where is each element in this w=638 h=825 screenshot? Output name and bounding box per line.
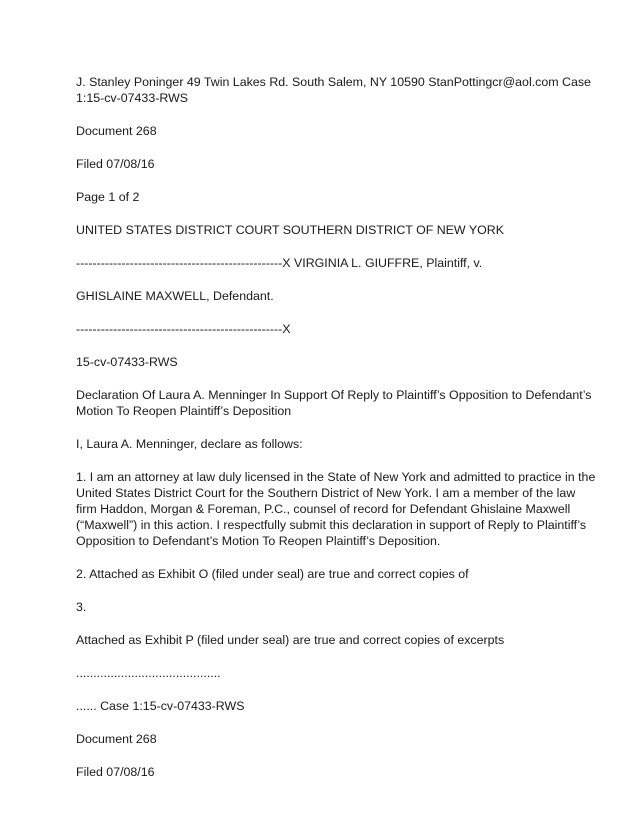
paragraph-line: firm Haddon, Morgan & Foreman, P.C., counsel of record for Defendant Ghislaine Maxwell — [76, 502, 571, 516]
paragraph-1 — [76, 469, 596, 549]
case-number: 15-cv-07433-RWS — [76, 355, 178, 369]
header-line: J. Stanley Poninger 49 Twin Lakes Rd. South Salem, NY 10590 StanPottingcr@aol.com Case — [76, 75, 591, 89]
header-line: 1:15-cv-07433-RWS — [76, 91, 189, 105]
document-number: Document 268 — [76, 124, 157, 138]
filed-date: Filed 07/08/16 — [76, 157, 155, 171]
filed-date-repeat: Filed 07/08/16 — [76, 765, 155, 779]
continued-case-line: ...... Case 1:15-cv-07433-RWS — [76, 699, 245, 713]
paragraph-3-text: Attached as Exhibit P (filed under seal) are true and correct copies of excerpts — [76, 633, 505, 647]
paragraph-line: Opposition to Defendant’s Motion To Reopen Plaintiff’s Deposition. — [76, 534, 441, 548]
title-line: Motion To Reopen Plaintiff’s Deposition — [76, 404, 292, 418]
paragraph-line: United States District Court for the Southern District of New York. I am a member of the law — [76, 486, 576, 500]
title-line: Declaration Of Laura A. Menninger In Support Of Reply to Plaintiff’s Opposition to Defendant’s — [76, 388, 592, 402]
page-number: Page 1 of 2 — [76, 190, 140, 204]
paragraph-3-number: 3. — [76, 600, 87, 614]
document-title — [76, 387, 592, 419]
document-number-repeat: Document 268 — [76, 732, 157, 746]
paragraph-line: 1. I am an attorney at law duly licensed in the State of New York and admitted to practice in the — [76, 470, 596, 484]
court-name: UNITED STATES DISTRICT COURT SOUTHERN DISTRICT OF NEW YORK — [76, 223, 504, 237]
paragraph-line: (“Maxwell”) in this action. I respectfully submit this declaration in support of Reply to Plaintiff’s — [76, 518, 587, 532]
header-block — [76, 74, 591, 106]
document-body — [76, 74, 596, 780]
defendant-line: GHISLAINE MAXWELL, Defendant. — [76, 289, 274, 303]
dotted-line: .......................................... — [76, 666, 221, 680]
paragraph-2: 2. Attached as Exhibit O (filed under seal) are true and correct copies of — [76, 567, 469, 581]
separator-line: --------------------------------------------------X — [76, 322, 291, 336]
intro-statement: I, Laura A. Menninger, declare as follows: — [76, 437, 303, 451]
caption-line: --------------------------------------------------X VIRGINIA L. GIUFFRE, Plaintiff, v. — [76, 256, 483, 270]
